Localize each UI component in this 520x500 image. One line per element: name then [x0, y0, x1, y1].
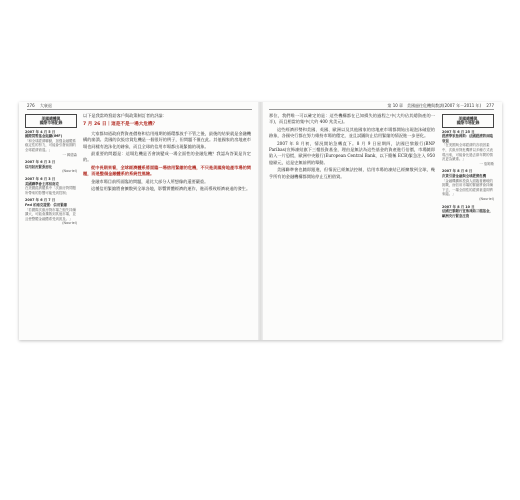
- left-sidebar-entry: [25, 130, 77, 158]
- book-spread: [19, 102, 502, 340]
- body-paragraph: 這種信用緊縮將會擴散到全球各地，影響實體經濟的運作，進而導致經濟衰退的發生。: [91, 186, 251, 192]
- left-page-number: 276: [27, 103, 35, 108]
- left-sidebar-entry: [25, 177, 77, 195]
- entry-text: 在美國經濟體系中「次級房貸問題所帶來的影響可能受到控制」: [25, 186, 76, 195]
- left-page: [19, 102, 260, 340]
- entry-date: 2007 年 8 月 6 日: [442, 169, 473, 174]
- right-sidebar-entry: [442, 130, 494, 167]
- body-paragraph: 最重要的問題是：這場危機是否會演變成一場全面性的金融危機？我認為答案是肯定的。: [83, 151, 251, 163]
- entry-date: 2007 年 6 月 7 日: [25, 198, 56, 203]
- right-sidebar-entry: [442, 205, 494, 219]
- section-heading: 7 月 26 日｜這是不是一場大危機？: [83, 122, 158, 128]
- right-header-rule: [269, 109, 494, 110]
- right-running-head: 第 10 章 美國過往危機與教訓(2007 年－2011 年): [387, 103, 482, 108]
- entry-date: 2007 年 6 月 3 日: [25, 177, 56, 182]
- entry-text: 「和全球經濟聯動，加強金融體系稳定性的努力，可能會引發前期的全球經濟衰退。」: [25, 138, 76, 153]
- left-sidebar: [25, 114, 77, 229]
- entry-source: (Nouriel): [62, 169, 77, 174]
- left-sidebar-title: 美國總體與 國際市場記錄: [25, 114, 77, 128]
- right-sidebar-title: 美國總體與 國際市場記錄: [442, 114, 494, 128]
- highlighted-paragraph: 從中長期來看，全球經濟體系將面臨一場信用緊縮的危機，不只是美國房地產市場的問題，而是整個金融體系的系統性風險。: [83, 164, 251, 177]
- entry-headline: 信用狀況緊張惡化: [25, 164, 53, 169]
- entry-headline: 法國巴黎銀行宣佈凍結三檔基金，歐洲央行緊急注資: [442, 209, 493, 218]
- left-body-text: [83, 113, 251, 193]
- left-sidebar-entry: [25, 198, 77, 226]
- entry-headline: Fed 柏南克證實：信用緊縮: [25, 203, 67, 207]
- entry-date: 2007 年 6 月 25 日: [442, 129, 475, 134]
- body-paragraph: 這些經濟形勢和美國、英國、歐洲以及其他國家的房地產市場都開始出現泡沫破裂的跡象，各國央行都在努力維持市場的穩定，並且試圖防止信用緊縮的情況進一步惡化。: [269, 126, 435, 139]
- entry-date: 2007 年 8 月 10 日: [442, 204, 475, 209]
- entry-headline: 國際貨幣基金組織(IMF): [25, 134, 63, 139]
- entry-source: 一 詹姆斯: [479, 161, 494, 166]
- entry-headline: 美國聯準會主席柏南克: [25, 181, 59, 186]
- entry-text: 「若國際次級房貸市場之損失持續擴大，可能會擴散到其他市場，並且使整體金融體系受到波及。」: [25, 207, 76, 221]
- right-body-text: [269, 113, 435, 181]
- left-running-head: 大衰退: [39, 103, 52, 108]
- body-paragraph: 大家都知道政府對資產價格和信用週期的循環都放手不管之後，最後的結果就是金融機構的崩潰。美國的次級房貸危機是一個很好的例子，但問題不僅在此。其他國家的房地產市場也同樣有泡沫化的跡象，而且全球的信用市場都出現緊縮的現象。: [83, 130, 251, 149]
- right-sidebar-entry: [442, 169, 494, 201]
- entry-source: (Nouriel): [62, 221, 77, 226]
- body-paragraph: 美國聯準會也隨即跟進，但情況已經無法控制，信用市場的凍結已經擴散到全球，幾乎所有的金融機構都開始停止互相借貸。: [269, 167, 435, 179]
- entry-headline: 經濟學家詹姆斯：法國經濟將面臨衰退: [442, 134, 493, 143]
- right-page-number: 277: [486, 103, 494, 108]
- entry-source: 一 韓德森: [62, 152, 77, 157]
- body-paragraph: 2007 年 8 月初，情況開始急轉直下。8 月 9 日星期四，法國巴黎銀行(BNP Paribas)宣佈凍結旗下三檔投資基金，理由是無法為這些基金的資產進行估價，市場隨即陷入一片恐慌，歐洲中央銀行(European Central Bank，以下簡稱 ECB)緊急注入 950 億歐元，這是史無前例的舉動。: [269, 140, 435, 165]
- body-paragraph: 金融市場目前所面臨的問題，遠比大部分人所想像的還要嚴重。: [91, 178, 209, 184]
- left-sidebar-entry: [25, 160, 77, 174]
- right-page: [261, 102, 502, 340]
- body-paragraph: 那位，我們唯一可以確定的是：這些機構都在已知損失的過程之中(大約佔其總資產的一半)，而且相當的集中(大約 400 兆美元)。: [269, 113, 435, 125]
- entry-headline: 次貸引發金融與全球經濟危機: [442, 174, 487, 179]
- intro-paragraph: 以下是我當時寫給客戶與政策制訂者的評論：: [83, 113, 167, 118]
- right-sidebar: [442, 114, 494, 221]
- entry-date: 2007 年 4 月 5 日: [25, 129, 56, 134]
- entry-source: (Nouriel): [479, 197, 494, 201]
- left-header-rule: [27, 109, 252, 110]
- entry-text: 「金融機構和投資人面臨著嚴峻的挑戰，而信用市場的緊縮將會持續下去，一場全面性的經濟衰退即將來臨。」: [442, 178, 493, 197]
- entry-text: 「在美國與全球經濟的各項因素中，次級房貸危機將以多種方式表現出來，可能會比過去兩年間的情況更為嚴重。」: [442, 143, 493, 162]
- entry-date: 2007 年 6 月 3 日: [25, 160, 56, 165]
